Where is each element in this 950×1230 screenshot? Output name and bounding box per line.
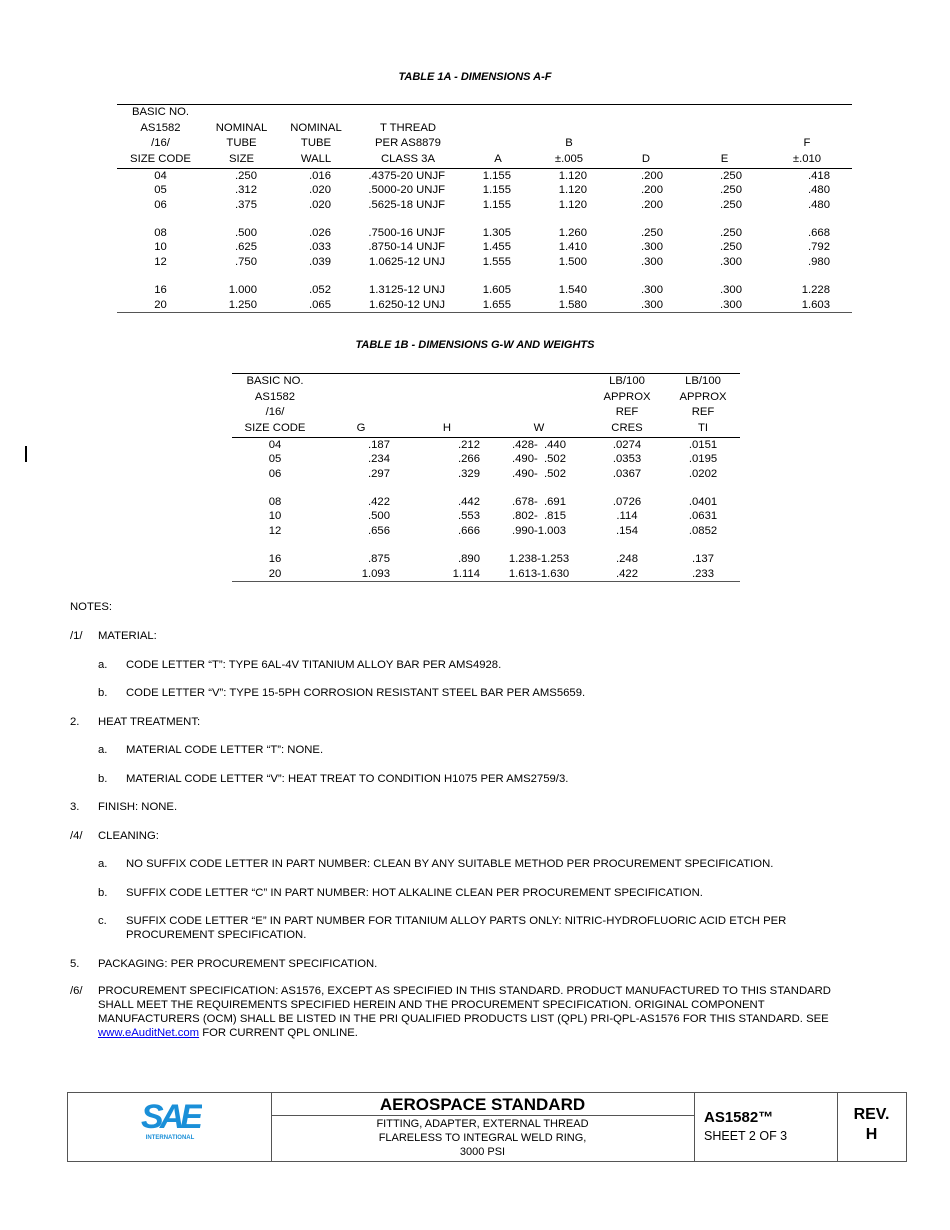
table-1b-title: TABLE 1B - DIMENSIONS G-W AND WEIGHTS xyxy=(355,339,595,351)
table-cell: .802- .815 xyxy=(511,510,566,523)
table-cell: 1.603 xyxy=(762,298,852,313)
table-cell: .250 xyxy=(720,184,742,197)
header-line: H xyxy=(442,421,452,434)
group-spacer xyxy=(232,538,740,552)
table-cell: .0631 xyxy=(688,510,718,523)
column-header xyxy=(588,374,666,438)
table-row xyxy=(117,198,852,212)
table-cell: .490- .502 xyxy=(511,453,566,466)
table-row xyxy=(117,226,852,240)
table-cell: .250 xyxy=(720,227,742,240)
table-cell: .300 xyxy=(641,241,663,254)
table-row xyxy=(117,169,852,184)
table-1b xyxy=(232,373,740,582)
table-cell: .250 xyxy=(720,241,742,254)
table-cell: .0726 xyxy=(612,496,642,509)
table-cell: .666 xyxy=(458,524,480,537)
table-cell: .480 xyxy=(808,184,830,197)
header-line: B xyxy=(565,137,573,149)
table-row xyxy=(232,509,740,523)
table-cell: .300 xyxy=(687,298,762,313)
sub-note-text: CODE LETTER “V”: TYPE 15-5PH CORROSION RESISTANT STEEL BAR PER AMS5659. xyxy=(126,687,586,699)
table-cell: 12 xyxy=(268,524,282,537)
table-cell: 1.250 xyxy=(204,298,279,313)
table-cell: 1.260 xyxy=(558,227,587,240)
note-number: /6/ xyxy=(70,985,83,997)
description-line: FITTING, ADAPTER, EXTERNAL THREAD xyxy=(376,1118,589,1130)
table-cell: .0274 xyxy=(612,439,642,451)
table-cell: 1.120 xyxy=(558,184,587,197)
header-line: BASIC NO. xyxy=(131,106,190,118)
table-cell: 10 xyxy=(268,510,282,523)
header-line: NOMINAL xyxy=(290,121,342,134)
table-cell: .875 xyxy=(368,553,390,566)
table-cell: 16 xyxy=(154,284,167,297)
table-cell: 1.500 xyxy=(558,255,587,268)
table-cell: .553 xyxy=(458,510,480,523)
table-cell: 1.155 xyxy=(482,184,511,197)
table-cell: .200 xyxy=(641,170,663,182)
table-cell: 06 xyxy=(268,467,282,480)
eauditnet-link[interactable]: www.eAuditNet.com xyxy=(98,1027,200,1039)
group-spacer xyxy=(117,212,852,226)
table-row xyxy=(117,298,852,313)
note-text: FINISH: NONE. xyxy=(98,801,178,813)
table-cell: .266 xyxy=(458,453,480,466)
group-spacer xyxy=(232,481,740,495)
sub-note-letter: c. xyxy=(98,915,107,927)
table-cell: .137 xyxy=(692,553,714,566)
sub-note-letter: b. xyxy=(98,886,108,899)
notes-heading: NOTES: xyxy=(70,601,113,613)
table-cell: 1.6250-12 UNJ xyxy=(353,298,463,313)
table-cell: .033 xyxy=(309,241,331,254)
svg-text:SAE: SAE xyxy=(141,1101,199,1131)
header-line: APPROX xyxy=(679,390,727,403)
table-cell: .234 xyxy=(368,453,390,466)
sub-note-letter: a. xyxy=(98,658,108,671)
column-header xyxy=(404,374,490,438)
header-line: F xyxy=(803,137,811,149)
table-cell: .422 xyxy=(588,567,666,582)
table-cell: .039 xyxy=(309,255,331,268)
table-cell: .5625-18 UNJF xyxy=(368,198,445,211)
table-cell: .300 xyxy=(605,298,687,313)
header-line: WALL xyxy=(300,152,332,165)
table-cell: .020 xyxy=(309,184,331,197)
table-row xyxy=(117,283,852,297)
note-number: 3. xyxy=(70,801,80,813)
table-cell: .250 xyxy=(235,170,257,182)
header-line: /16/ xyxy=(151,137,170,149)
column-header xyxy=(318,374,404,438)
table-cell: .0852 xyxy=(688,524,718,537)
sub-note-text: MATERIAL CODE LETTER “V”: HEAT TREAT TO CONDITION H1075 PER AMS2759/3. xyxy=(126,772,569,785)
text-cursor xyxy=(25,446,27,462)
table-cell: .668 xyxy=(808,227,830,240)
header-line: /16/ xyxy=(265,406,285,418)
table-cell: .154 xyxy=(616,524,638,537)
column-header xyxy=(687,105,762,169)
table-row xyxy=(117,255,852,269)
table-cell: .625 xyxy=(235,241,257,254)
table-row xyxy=(232,467,740,481)
table-cell: 08 xyxy=(268,496,282,509)
note-text-part: FOR CURRENT QPL ONLINE. xyxy=(199,1027,358,1039)
table-cell: 05 xyxy=(154,184,167,197)
note-text: MATERIAL: xyxy=(98,630,157,642)
table-cell: .250 xyxy=(641,227,663,240)
sae-logo: SAE INTERNATIONAL xyxy=(130,1101,210,1141)
header-line: SIZE CODE xyxy=(244,421,306,434)
table-cell: .020 xyxy=(309,198,331,211)
table-cell: 1.238-1.253 xyxy=(508,553,570,566)
table-cell: .5000-20 UNJF xyxy=(368,184,445,197)
table-cell: 1.114 xyxy=(404,567,490,582)
table-1a-title: TABLE 1A - DIMENSIONS A-F xyxy=(398,71,552,83)
table-cell: .890 xyxy=(458,553,480,566)
column-header xyxy=(279,105,353,169)
table-cell: .656 xyxy=(368,524,390,537)
table-cell: .0401 xyxy=(688,496,718,509)
table-row xyxy=(117,240,852,254)
note-text xyxy=(98,984,863,1040)
column-header xyxy=(605,105,687,169)
column-header xyxy=(666,374,740,438)
table-row xyxy=(232,438,740,453)
header-line: REF xyxy=(691,406,715,418)
table-cell: 1.3125-12 UNJ xyxy=(369,284,445,297)
table-cell: 20 xyxy=(117,298,204,313)
note-number: 2. xyxy=(70,715,80,728)
sheet-number: SHEET 2 OF 3 xyxy=(704,1129,788,1143)
table-cell: 1.228 xyxy=(801,284,830,297)
header-line: W xyxy=(533,421,545,434)
header-line: TUBE xyxy=(300,137,332,149)
note-number: 5. xyxy=(70,957,80,970)
table-cell: .026 xyxy=(309,227,331,240)
table-cell: .233 xyxy=(666,567,740,582)
table-cell: .300 xyxy=(720,284,742,297)
table-cell: .052 xyxy=(309,284,331,297)
note-number: /4/ xyxy=(70,829,83,842)
header-line: CLASS 3A xyxy=(380,152,435,165)
table-cell: .312 xyxy=(235,184,257,197)
sub-note-text: CODE LETTER “T”: TYPE 6AL-4V TITANIUM ALLOY BAR PER AMS4928. xyxy=(126,658,502,671)
table-cell: .490- .502 xyxy=(511,467,566,480)
table-cell: .300 xyxy=(641,284,663,297)
note-text-part: PROCUREMENT SPECIFICATION: AS1576, EXCEPT AS SPECIFIED IN THIS STANDARD. PRODUCT MANUFACTURED TO THIS STANDARD SHALL MEET THE REQUIREMENTS SPECIFIED HEREIN AND THE PROCUREMENT SPECIFICATION. ORIGINAL COMPONENT MANUFACTURERS (OCM) SHALL BE LISTED IN THE PRI QUALIFIED PRODUCTS LIST (QPL) PRI-QPL-AS1576 FOR THIS STANDARD. SEE xyxy=(98,985,831,1025)
header-line: BASIC NO. xyxy=(246,375,304,387)
table-cell: 1.410 xyxy=(558,241,587,254)
header-line: AS1582 xyxy=(140,121,181,134)
table-cell: 1.580 xyxy=(533,298,605,313)
table-cell: 1.613-1.630 xyxy=(490,567,588,582)
note-text: PACKAGING: PER PROCUREMENT SPECIFICATION. xyxy=(98,957,378,970)
table-cell: 1.655 xyxy=(463,298,533,313)
table-cell: 1.455 xyxy=(482,241,511,254)
table-cell: 1.155 xyxy=(482,198,511,211)
table-cell: .500 xyxy=(235,227,257,240)
column-header xyxy=(117,105,204,169)
table-cell: 04 xyxy=(268,439,282,451)
column-header xyxy=(490,374,588,438)
table-cell: .678- .691 xyxy=(511,496,566,509)
note-text: CLEANING: xyxy=(98,829,159,842)
table-cell: .375 xyxy=(235,198,257,211)
header-line: A xyxy=(494,152,502,165)
table-cell: .0195 xyxy=(688,453,718,466)
table-cell: .4375-20 UNJF xyxy=(368,170,445,182)
document-description xyxy=(271,1117,694,1159)
table-cell: 08 xyxy=(154,227,167,240)
table-row xyxy=(232,452,740,466)
table-cell: .7500-16 UNJF xyxy=(368,227,445,240)
table-cell: .428- .440 xyxy=(511,439,566,451)
table-cell: .750 xyxy=(235,255,257,268)
description-line: 3000 PSI xyxy=(459,1146,506,1158)
table-cell: .0353 xyxy=(612,453,642,466)
table-cell: .500 xyxy=(368,510,390,523)
header-line: LB/100 xyxy=(609,375,645,387)
header-line: SIZE xyxy=(228,152,255,165)
header-line: LB/100 xyxy=(685,375,721,387)
table-cell: .250 xyxy=(720,170,742,182)
table-1a xyxy=(117,104,852,313)
table-cell: 05 xyxy=(268,453,282,466)
column-header xyxy=(204,105,279,169)
column-header xyxy=(232,374,318,438)
header-line: ±.010 xyxy=(792,152,822,165)
table-cell: 1.120 xyxy=(558,198,587,211)
sub-note-text: SUFFIX CODE LETTER “C” IN PART NUMBER: HOT ALKALINE CLEAN PER PROCUREMENT SPECIFICATION. xyxy=(126,886,703,899)
table-cell: 06 xyxy=(154,198,167,211)
table-cell: .300 xyxy=(720,255,742,268)
table-cell: .980 xyxy=(808,255,830,268)
header-line: AS1582 xyxy=(254,390,296,403)
table-cell: .200 xyxy=(641,198,663,211)
table-cell: .329 xyxy=(458,467,480,480)
table-cell: .990-1.003 xyxy=(511,524,567,537)
header-line: CRES xyxy=(611,421,643,434)
table-cell: 16 xyxy=(268,553,282,566)
table-cell: .0202 xyxy=(688,467,718,480)
sub-note-letter: a. xyxy=(98,744,108,756)
header-line: G xyxy=(356,421,366,434)
table-row xyxy=(232,567,740,582)
table-cell: .0151 xyxy=(688,439,718,451)
table-cell: .212 xyxy=(458,439,480,451)
header-line: NOMINAL xyxy=(215,121,268,134)
table-cell: .442 xyxy=(458,496,480,509)
description-line: FLARELESS TO INTEGRAL WELD RING, xyxy=(378,1132,587,1144)
sub-note-text: MATERIAL CODE LETTER “T”: NONE. xyxy=(126,744,324,756)
table-cell: 1.155 xyxy=(482,170,511,182)
note-text: HEAT TREATMENT: xyxy=(98,715,201,728)
table-cell: 10 xyxy=(154,241,167,254)
table-row xyxy=(232,495,740,509)
table-cell: .792 xyxy=(808,241,830,254)
table-cell: .297 xyxy=(368,467,390,480)
header-line: TI xyxy=(697,421,709,434)
table-cell: .422 xyxy=(368,496,390,509)
table-cell: .065 xyxy=(279,298,353,313)
sub-note-letter: a. xyxy=(98,858,108,870)
table-cell: 20 xyxy=(232,567,318,582)
table-cell: 1.305 xyxy=(482,227,511,240)
document-number: AS1582™ xyxy=(704,1109,774,1126)
table-cell: .300 xyxy=(641,255,663,268)
header-line: REF xyxy=(615,406,639,418)
header-line: SIZE CODE xyxy=(130,152,191,165)
column-header xyxy=(762,105,852,169)
title-block xyxy=(67,1092,907,1162)
table-cell: 04 xyxy=(154,170,167,182)
sub-note-letter: b. xyxy=(98,687,108,699)
table-cell: .248 xyxy=(616,553,638,566)
table-cell: .200 xyxy=(641,184,663,197)
header-line: PER AS8879 xyxy=(375,137,441,149)
table-cell: .187 xyxy=(368,439,390,451)
column-header xyxy=(463,105,533,169)
column-header xyxy=(353,105,463,169)
table-cell: .480 xyxy=(808,198,830,211)
revision: REV. H xyxy=(853,1106,890,1143)
table-row xyxy=(232,524,740,538)
group-spacer xyxy=(117,269,852,283)
column-header xyxy=(533,105,605,169)
sub-note-letter: b. xyxy=(98,772,108,785)
header-line: ±.005 xyxy=(554,152,584,165)
table-cell: .0367 xyxy=(612,467,642,480)
table-cell: .418 xyxy=(808,170,830,182)
table-cell: 1.605 xyxy=(482,284,511,297)
table-cell: .114 xyxy=(616,510,638,523)
document-type: AEROSPACE STANDARD xyxy=(271,1093,694,1116)
note-number: /1/ xyxy=(70,630,83,642)
table-cell: 1.555 xyxy=(482,255,511,268)
table-cell: 12 xyxy=(154,255,167,268)
table-cell: .8750-14 UNJF xyxy=(368,241,445,254)
header-line: D xyxy=(641,152,651,165)
table-cell: 1.120 xyxy=(558,170,587,182)
table-cell: .250 xyxy=(720,198,742,211)
sub-note-text: NO SUFFIX CODE LETTER IN PART NUMBER: CLEAN BY ANY SUITABLE METHOD PER PROCUREMENT SPECIFICATION. xyxy=(126,858,774,870)
table-cell: 1.0625-12 UNJ xyxy=(369,255,445,268)
table-row xyxy=(232,552,740,566)
table-cell: .016 xyxy=(309,170,331,182)
header-line: APPROX xyxy=(603,390,651,403)
header-line: TUBE xyxy=(226,137,257,149)
header-line: E xyxy=(720,152,729,165)
sub-note-text: SUFFIX CODE LETTER “E” IN PART NUMBER FOR TITANIUM ALLOY PARTS ONLY: NITRIC-HYDROFLUORIC ACID ETCH PER PROCUREMENT SPECIFICATION. xyxy=(126,915,787,941)
table-row xyxy=(117,183,852,197)
table-cell: 1.000 xyxy=(228,284,257,297)
table-cell: 1.093 xyxy=(318,567,404,582)
table-cell: 1.540 xyxy=(558,284,587,297)
header-line: T THREAD xyxy=(379,121,437,134)
